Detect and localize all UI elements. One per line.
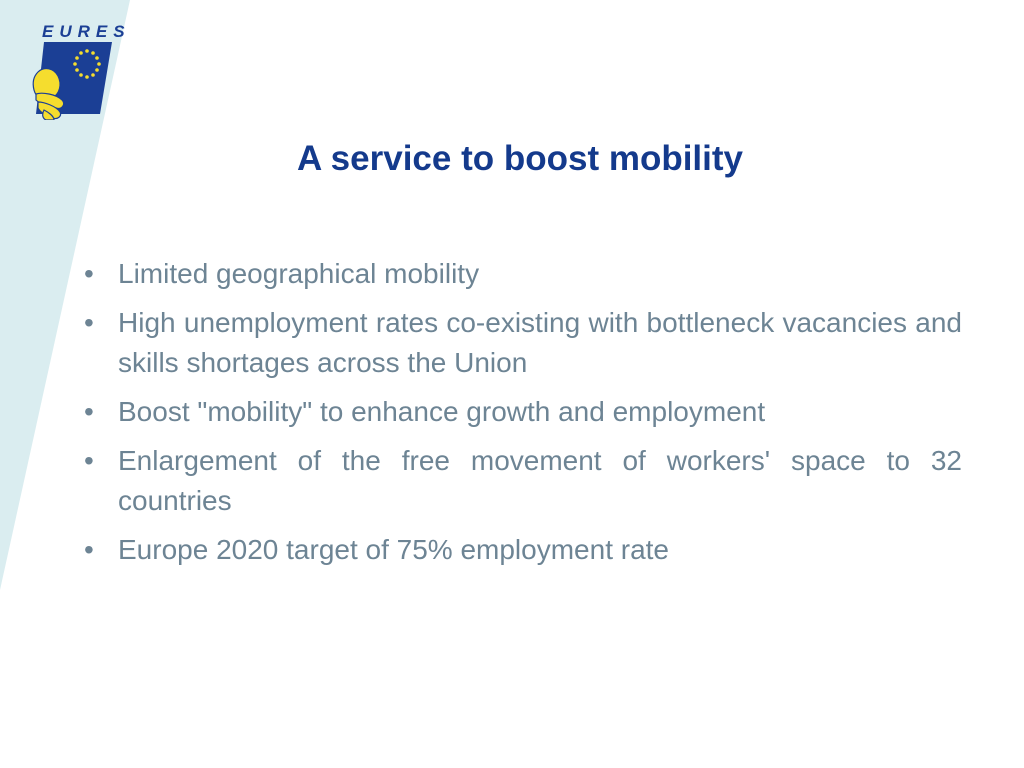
bullet-marker: • — [84, 534, 94, 565]
bullet-marker: • — [84, 307, 94, 338]
slide-title: A service to boost mobility — [296, 139, 743, 178]
bullet-item — [80, 303, 962, 383]
bullet-marker: • — [84, 396, 94, 427]
bullet-text: Limited geographical mobility — [118, 258, 480, 289]
bullet-item — [80, 392, 962, 432]
bullet-marker: • — [84, 258, 94, 289]
bullet-text: Enlargement of the free movement of workers' space to 32 countries — [118, 445, 962, 516]
bullet-list — [80, 254, 962, 579]
bullet-item — [80, 254, 962, 294]
bullet-text: Europe 2020 target of 75% employment rate — [118, 534, 670, 565]
logo-wordmark: EURES — [42, 22, 131, 41]
bullet-item — [80, 441, 962, 521]
bullet-text: High unemployment rates co-existing with bottleneck vacancies and skills shortages across the Union — [118, 307, 962, 378]
bullet-text: Boost "mobility" to enhance growth and employment — [118, 396, 766, 427]
eures-logo — [30, 20, 131, 120]
bullet-marker: • — [84, 445, 94, 476]
bullet-item — [80, 530, 962, 570]
eures-hand-star-icon — [30, 42, 125, 120]
